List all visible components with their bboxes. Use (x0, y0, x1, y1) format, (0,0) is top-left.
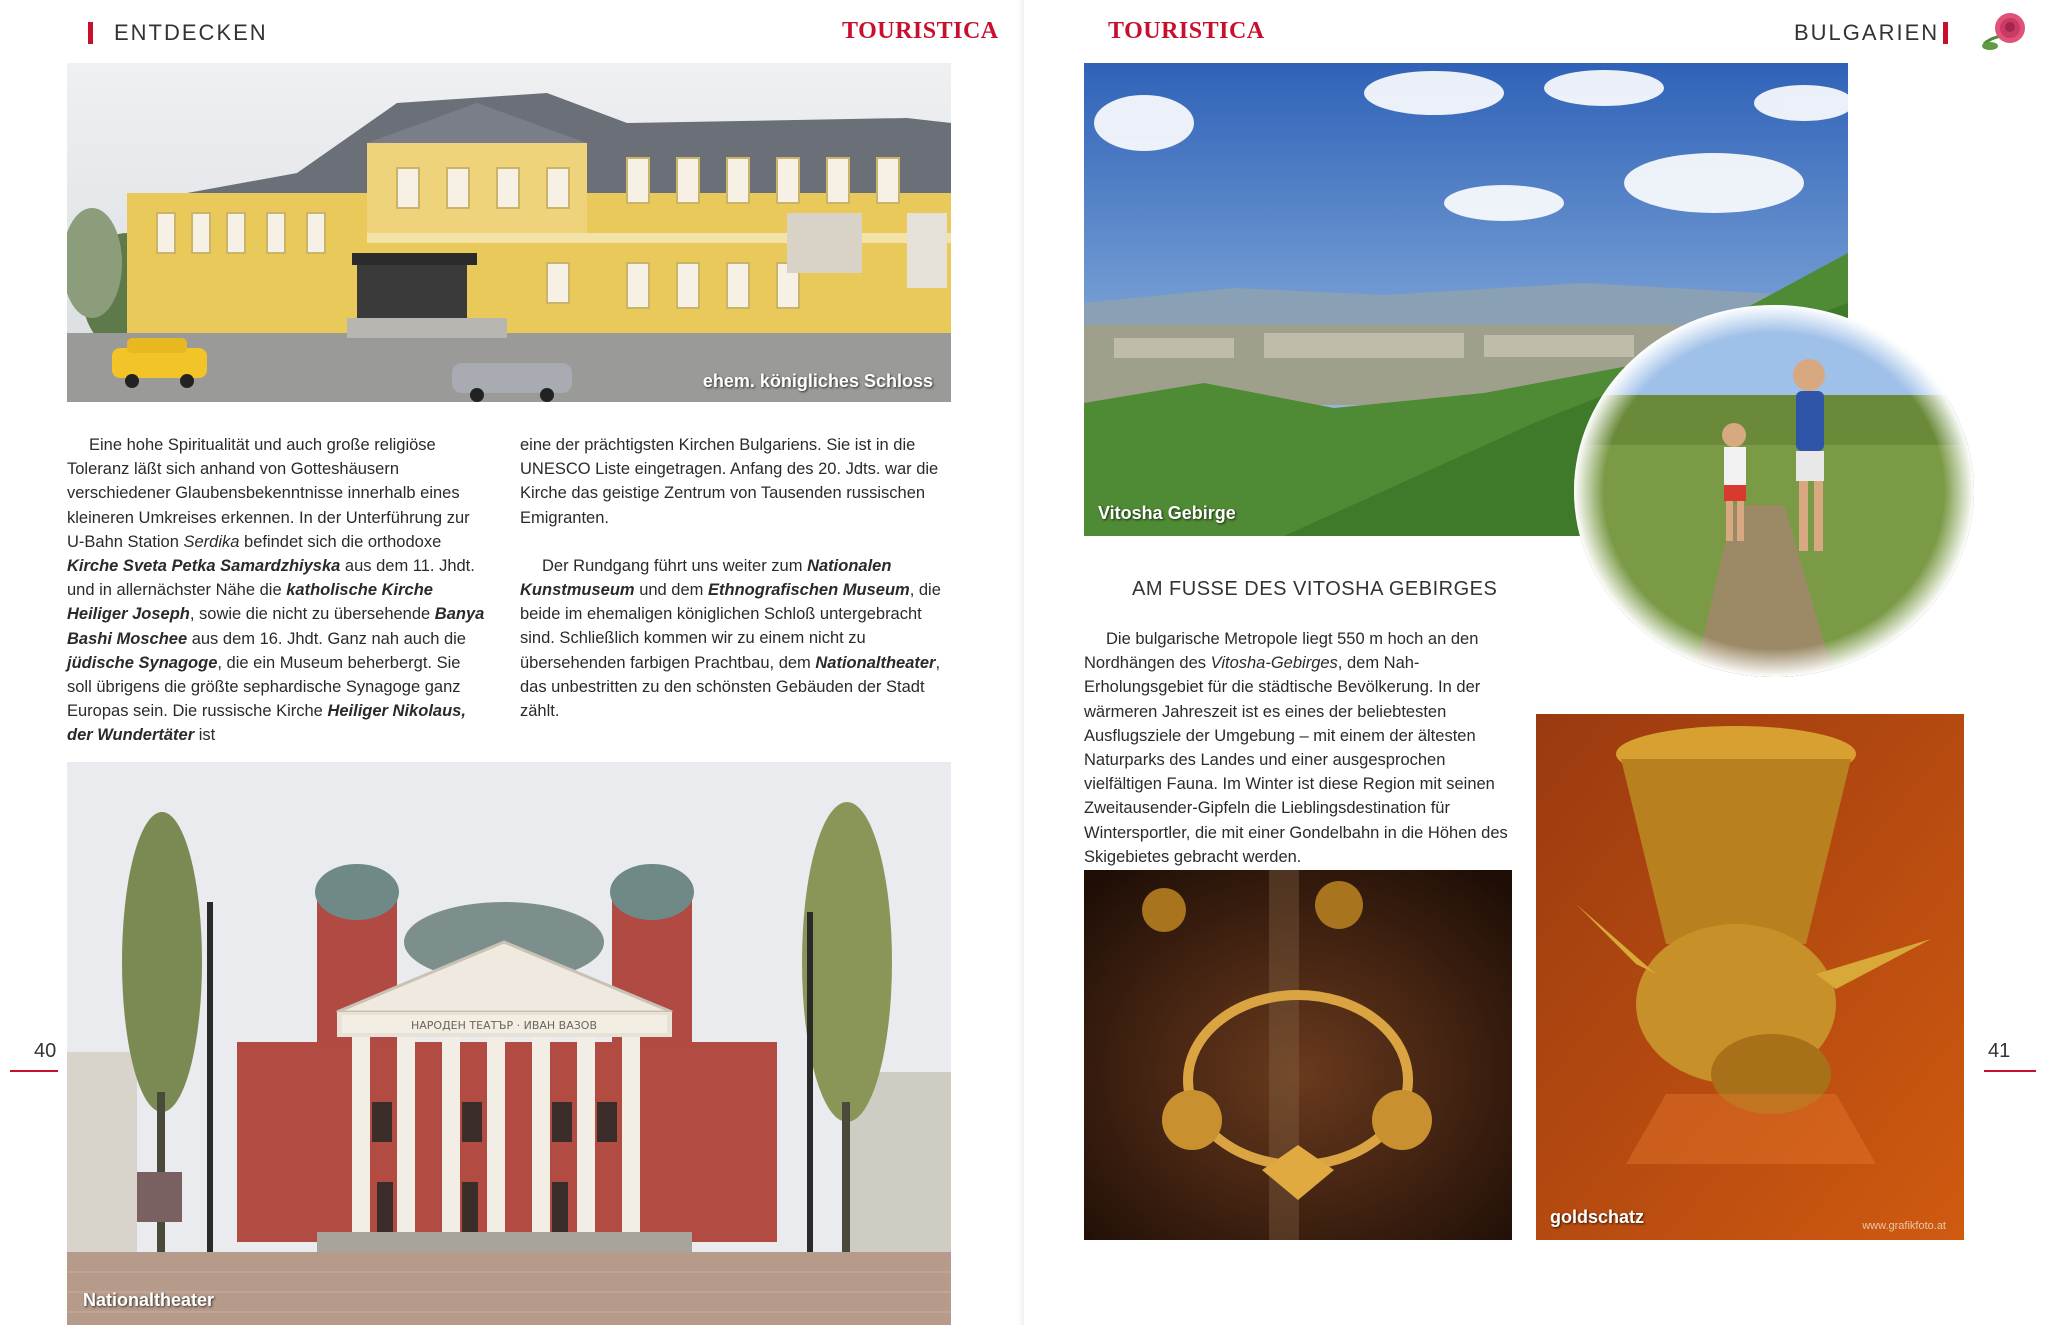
rose-icon (1976, 6, 2036, 56)
photo-caption: ehem. königliches Schloss (702, 371, 933, 391)
section-label: ENTDECKEN (114, 20, 268, 45)
text-column-2 (520, 433, 950, 747)
photo-national-theater (67, 762, 951, 1325)
theater-inscription: НАРОДЕН ТЕАТЪР · ИВАН ВАЗОВ (411, 1019, 597, 1032)
photo-royal-palace (67, 63, 951, 402)
section-heading: AM FUSSE DES VITOSHA GEBIRGES (1132, 578, 1498, 600)
section-marker (88, 22, 93, 44)
section-label: BULGARIEN (1794, 20, 1940, 45)
text-column-right (1084, 627, 1516, 893)
paragraph: Die bulgarische Metropole liegt 550 m hoch an den Nordhängen des Vitosha-Gebirges, dem Nah-Erholungsgebiet für die städtische Bevölkerung. In der wärmeren Jahreszeit ist es eines der beliebtesten Ausflugsziele der Umgebung – mit einem der ältesten Naturparks des Landes und einer ausgesprochen vielfältigen Fauna. Im Winter ist diese Region mit seinen Zweitausender-Gipfeln die Lieblingsdestination für Wintersportler, die mit einer Gondelbahn in die Höhen des Skigebietes gebracht werden. (1084, 630, 1508, 866)
section-marker (1943, 22, 1948, 44)
photo-caption: Vitosha Gebirge (1098, 503, 1236, 523)
palace-illustration (67, 63, 951, 402)
paragraph: eine der prächtigsten Kirchen Bulgariens. Sie ist in die UNESCO Liste eingetragen. Anfang des 20. Jdts. war die Kirche das geistige Zentrum von Tausenden russischen Emigranten. (520, 436, 939, 527)
rhyton-illustration (1536, 714, 1964, 1240)
page-number: 40 (34, 1040, 57, 1062)
photo-hikers-circle (1574, 305, 1974, 677)
photo-gold-necklace (1084, 870, 1512, 1240)
theater-illustration (67, 762, 951, 1325)
photo-caption: goldschatz (1550, 1207, 1645, 1227)
hikers-illustration (1574, 305, 1974, 677)
photo-gold-rhyton (1536, 714, 1964, 1240)
paragraph: Der Rundgang führt uns weiter zum Nationalen Kunstmuseum und dem Ethnografischen Museum, die beide im ehemaligen königlichen Schloß untergebracht sind. Schließlich kommen wir zu einem nicht zu übersehenden farbigen Prachtbau, dem Nationaltheater, das unbestritten zu den schönsten Gebäuden der Stadt zählt. (520, 556, 941, 721)
necklace-illustration (1084, 870, 1512, 1240)
right-page (1024, 0, 2048, 1325)
magazine-logo: TOURISTICA (842, 18, 999, 44)
photo-credit: www.grafikfoto.at (1862, 1220, 1946, 1232)
page-number-rule (10, 1070, 58, 1072)
photo-caption: Nationaltheater (83, 1290, 215, 1310)
magazine-logo: TOURISTICA (1108, 18, 1265, 44)
page-number-rule (1984, 1070, 2036, 1072)
page-number: 41 (1988, 1040, 2011, 1062)
paragraph: Eine hohe Spiritualität und auch große religiöse Toleranz läßt sich anhand von Gotteshäusern verschiedener Glaubensbekenntnisse innerhalb eines kleineren Umkreises erkennen. In der Unterführung zur U-Bahn Station Serdika befindet sich die orthodoxe Kirche Sveta Petka Samardzhiyska aus dem 11. Jhdt. und in allernächster Nähe die katholische Kirche Heiliger Joseph, sowie die nicht zu übersehende Banya Bashi Moschee aus dem 16. Jhdt. Ganz nah auch die jüdische Synagoge, die ein Museum beherbergt. Sie soll übrigens die größte sephardische Synagoge ganz Europas sein. Die russische Kirche Heiliger Nikolaus, der Wundertäter ist (67, 436, 485, 745)
text-column-1 (67, 433, 487, 772)
